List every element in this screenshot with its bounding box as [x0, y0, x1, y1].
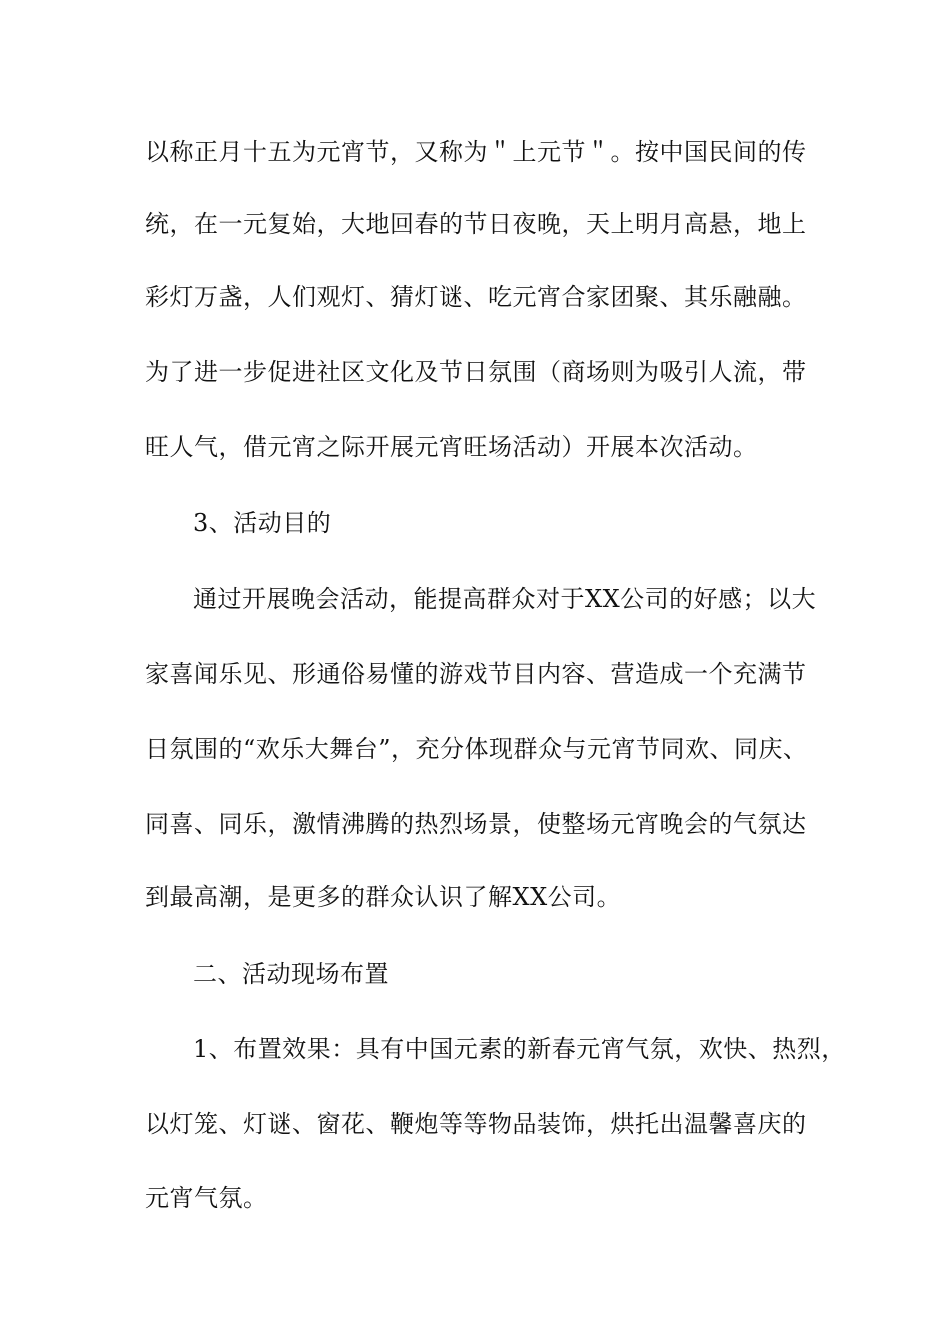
paragraph-line: 日氛围的“欢乐大舞台”，充分体现群众与元宵节同欢、同庆、 [145, 735, 808, 763]
paragraph-line: 通过开展晚会活动，能提高群众对于XX公司的好感；以大 [193, 585, 817, 613]
paragraph-line: 元宵气氛。 [145, 1184, 268, 1212]
section-heading: 3、活动目的 [193, 509, 332, 537]
paragraph-line: 统，在一元复始，大地回春的节日夜晚，天上明月高悬，地上 [145, 210, 807, 238]
paragraph-line: 到最高潮，是更多的群众认识了解XX公司。 [145, 883, 622, 911]
paragraph-line: 以灯笼、灯谜、窗花、鞭炮等等物品装饰，烘托出温馨喜庆的 [145, 1110, 807, 1138]
paragraph-line: 以称正月十五为元宵节，又称为＂上元节＂。按中国民间的传 [145, 138, 807, 166]
paragraph-line: 彩灯万盏，人们观灯、猜灯谜、吃元宵合家团聚、其乐融融。 [145, 283, 807, 311]
paragraph-line: 同喜、同乐，激情沸腾的热烈场景，使整场元宵晚会的气氛达 [145, 810, 807, 838]
paragraph-line: 旺人气，借元宵之际开展元宵旺场活动）开展本次活动。 [145, 433, 758, 461]
paragraph-line: 为了进一步促进社区文化及节日氛围（商场则为吸引人流，带 [145, 358, 807, 386]
paragraph-line: 1、布置效果：具有中国元素的新春元宵气氛，欢快、热烈， [193, 1035, 846, 1063]
paragraph-line: 家喜闻乐见、形通俗易懂的游戏节目内容、营造成一个充满节 [145, 660, 807, 688]
section-heading: 二、活动现场布置 [193, 960, 389, 988]
